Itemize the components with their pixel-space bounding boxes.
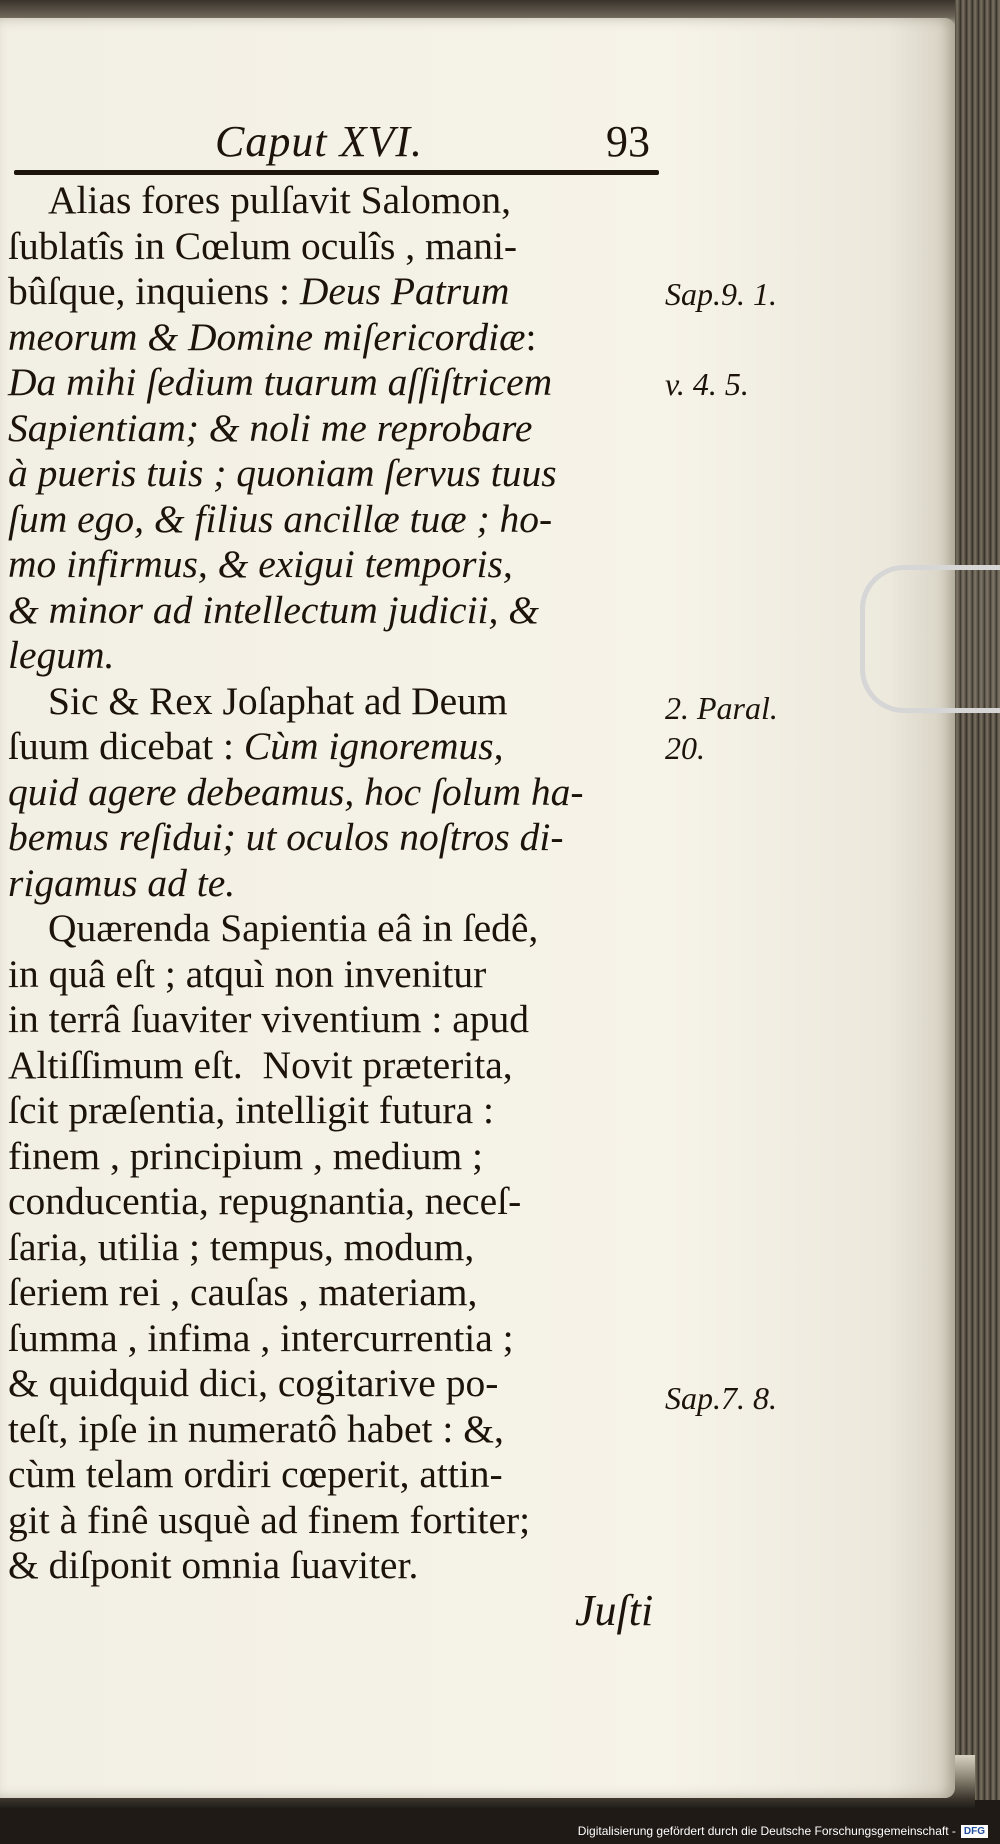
text-line — [8, 679, 668, 725]
italic-text: quid agere debeamus, hoc ſolum ha- — [8, 769, 584, 814]
catchword: Juſti — [575, 1586, 654, 1635]
italic-text: Sapientiam; & noli me reprobare — [8, 405, 533, 450]
margin-note: 2. Paral. 20. — [665, 690, 778, 766]
margin-note: v. 4. 5. — [665, 366, 749, 402]
roman-text: git à finê usquè ad finem fortiter; — [8, 1497, 531, 1542]
page-number: 93 — [606, 117, 650, 166]
text-line — [8, 1088, 668, 1134]
text-line — [8, 815, 668, 861]
roman-text: & diſponit omnia ſuaviter. — [8, 1543, 419, 1587]
text-line — [8, 770, 668, 816]
text-line — [8, 724, 668, 770]
roman-text: conducentia, repugnantia, neceſ- — [8, 1179, 522, 1223]
roman-text: ſublatîs in Cœlum oculîs , mani- — [8, 223, 518, 268]
text-line — [8, 997, 668, 1043]
text-line — [8, 906, 668, 952]
roman-text: Sic & Rex Joſaphat ad Deum — [48, 678, 508, 723]
margin-note: Sap.9. 1. — [665, 276, 777, 312]
roman-text: Quærenda Sapientia eâ in ſedê, — [48, 906, 539, 950]
page-header — [0, 112, 955, 172]
body-text — [8, 178, 668, 1628]
roman-text: in quâ eſt ; atquì non invenitur — [8, 951, 487, 996]
dfg-logo: DFG — [961, 1825, 988, 1838]
text-line — [8, 952, 668, 998]
text-line — [8, 1361, 668, 1407]
text-line — [8, 406, 668, 452]
text-line — [8, 1407, 668, 1453]
roman-text: ſaria, utilia ; tempus, modum, — [8, 1224, 475, 1269]
text-line — [8, 269, 668, 315]
italic-text: à pueris tuis ; quoniam ſervus tuus — [8, 451, 557, 495]
italic-text: bemus reſidui; ut oculos noſtros di- — [8, 815, 564, 859]
italic-text: Cùm ignoremus, — [243, 724, 504, 768]
text-line — [8, 1134, 668, 1180]
bookmark-tab — [860, 565, 1000, 713]
text-line — [8, 224, 668, 270]
digitization-footer — [578, 1824, 988, 1838]
text-line — [8, 542, 668, 588]
italic-text: Deus Patrum — [299, 269, 510, 313]
text-line — [8, 451, 668, 497]
italic-text: legum. — [8, 633, 115, 677]
text-line — [8, 315, 668, 361]
text-line — [8, 1543, 668, 1589]
text-line — [8, 588, 668, 634]
roman-text: bûſque, inquiens : — [8, 269, 300, 313]
book-page-edges — [955, 0, 1000, 1800]
text-line — [8, 633, 668, 679]
margin-note: Sap.7. 8. — [665, 1380, 777, 1416]
text-line — [8, 1270, 668, 1316]
text-line — [8, 1316, 668, 1362]
text-line — [8, 1043, 668, 1089]
roman-text: Altiſſimum eſt. Novit præterita, — [8, 1042, 513, 1087]
roman-text: ſcit præſentia, intelligit futura : — [8, 1088, 494, 1132]
roman-text: ſuum dicebat : — [8, 724, 244, 768]
roman-text: : — [525, 314, 537, 359]
roman-text: finem , principium , medium ; — [8, 1133, 484, 1178]
roman-text: cùm telam ordiri cœperit, attin- — [8, 1452, 503, 1496]
header-rule — [14, 170, 659, 175]
text-line — [8, 1452, 668, 1498]
italic-text: & Domine miſericordiæ — [147, 314, 526, 359]
text-line — [8, 497, 668, 543]
text-line — [8, 861, 668, 907]
roman-text: & quidquid dici, cogitarive po- — [8, 1361, 499, 1405]
italic-text: Da mihi ſedium tuarum aſſiſtricem — [8, 360, 553, 404]
roman-text: teſt, ipſe in numeratô habet : &, — [8, 1406, 504, 1451]
footer-credit: Digitalisierung gefördert durch die Deutsche Forschungsgemeinschaft - — [577, 1824, 956, 1838]
italic-text: mo infirmus, & exigui temporis, — [8, 542, 513, 586]
roman-text — [137, 315, 147, 359]
italic-text: rigamus ad te. — [8, 860, 236, 905]
italic-text: ſum ego, & filius ancillæ tuæ ; ho- — [8, 496, 553, 541]
text-line — [8, 1498, 668, 1544]
roman-text: Alias fores pulſavit Salomon, — [48, 178, 511, 222]
text-line — [8, 1179, 668, 1225]
roman-text: in terrâ ſuaviter viventium : apud — [8, 997, 530, 1041]
running-title: Caput XVI. — [215, 117, 423, 166]
italic-text: meorum — [8, 314, 138, 359]
roman-text: ſumma , infima , intercurrentia ; — [8, 1315, 514, 1360]
text-line — [8, 1225, 668, 1271]
text-line — [8, 178, 668, 224]
italic-text: & minor ad intellectum judicii, & — [8, 587, 539, 632]
roman-text: ſeriem rei , cauſas , materiam, — [8, 1270, 478, 1314]
text-line — [8, 360, 668, 406]
